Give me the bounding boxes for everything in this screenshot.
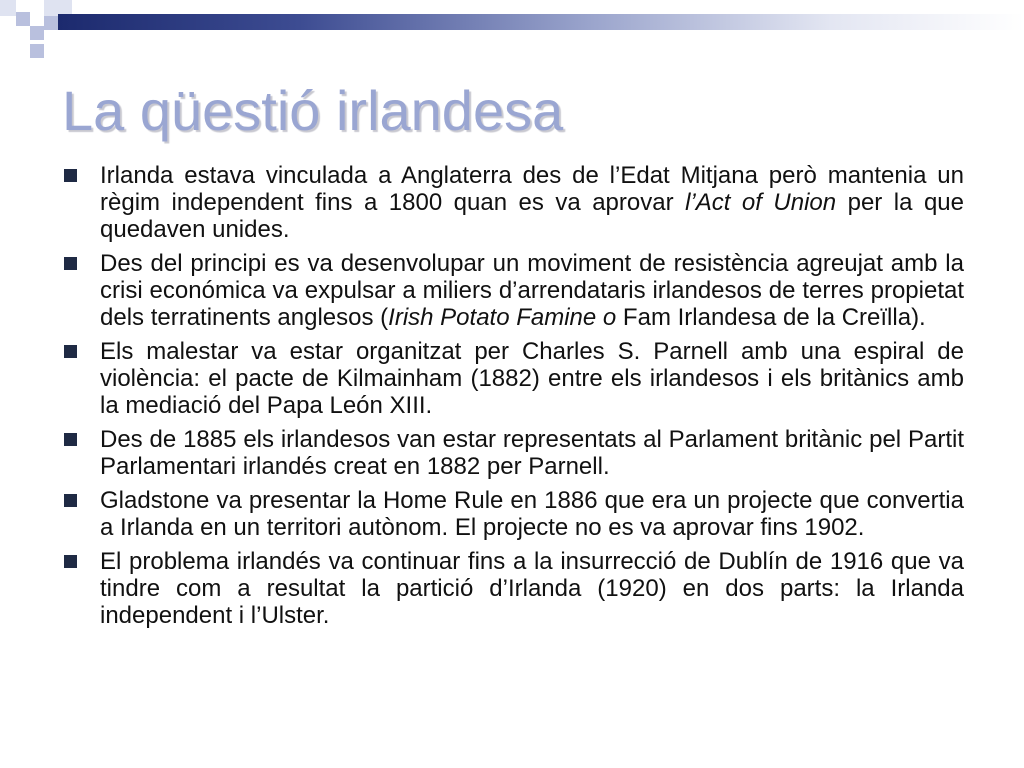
italic-segment: l’Act of Union [685, 189, 837, 216]
bullet-text [100, 338, 964, 419]
square-bullet-icon [64, 169, 77, 182]
deco-square [44, 16, 58, 30]
deco-square [30, 26, 44, 40]
square-bullet-icon [64, 257, 77, 270]
text-segment: Des del principi es va desenvolupar un moviment de resistència agreujat amb la crisi económica va expulsar a miliers d’arrendataris irlandesos de terres propietat dels terratinents anglesos ( [100, 250, 964, 331]
deco-square [16, 12, 30, 26]
bullet-text [100, 426, 964, 480]
bullet-text [100, 548, 964, 629]
square-bullet-icon [64, 433, 77, 446]
text-segment: Els malestar va estar organitzat per Charles S. Parnell amb una espiral de violència: el pacte de Kilmainham (1882) entre els irlandesos i els britànics amb la mediació del Papa León XIII. [100, 338, 964, 419]
deco-square [0, 0, 16, 16]
deco-bar [58, 14, 1024, 30]
deco-square [44, 0, 58, 16]
bullet-item [64, 548, 964, 629]
text-segment: Gladstone va presentar la Home Rule en 1886 que era un projecte que convertia a Irlanda en un territori autònom. El projecte no es va aprovar fins 1902. [100, 487, 964, 541]
bullet-item [64, 250, 964, 331]
bullet-item [64, 487, 964, 541]
deco-square [58, 0, 72, 14]
bullet-item [64, 426, 964, 480]
bullet-item [64, 338, 964, 419]
deco-square [30, 44, 44, 58]
bullet-text [100, 487, 964, 541]
bullet-item [64, 162, 964, 243]
text-segment: Des de 1885 els irlandesos van estar representats al Parlament britànic pel Partit Parlamentari irlandés creat en 1882 per Parnell. [100, 426, 964, 480]
bullet-text [100, 250, 964, 331]
square-bullet-icon [64, 555, 77, 568]
slide-title: La qüestió irlandesa [62, 79, 564, 142]
square-bullet-icon [64, 345, 77, 358]
header-decoration [0, 0, 1024, 60]
bullet-text [100, 162, 964, 243]
italic-segment: Irish Potato Famine o [388, 304, 617, 331]
bullet-list [64, 162, 964, 636]
text-segment: per la que quedaven unides. [100, 189, 964, 243]
text-segment: El problema irlandés va continuar fins a la insurrecció de Dublín de 1916 que va tindre com a resultat la partició d’Irlanda (1920) en dos parts: la Irlanda independent i l’Ulster. [100, 548, 964, 629]
text-segment: Fam Irlandesa de la Creïlla). [616, 304, 926, 331]
square-bullet-icon [64, 494, 77, 507]
text-segment: Irlanda estava vinculada a Anglaterra des de l’Edat Mitjana però mantenia un règim independent fins a 1800 quan es va aprovar [100, 162, 964, 216]
